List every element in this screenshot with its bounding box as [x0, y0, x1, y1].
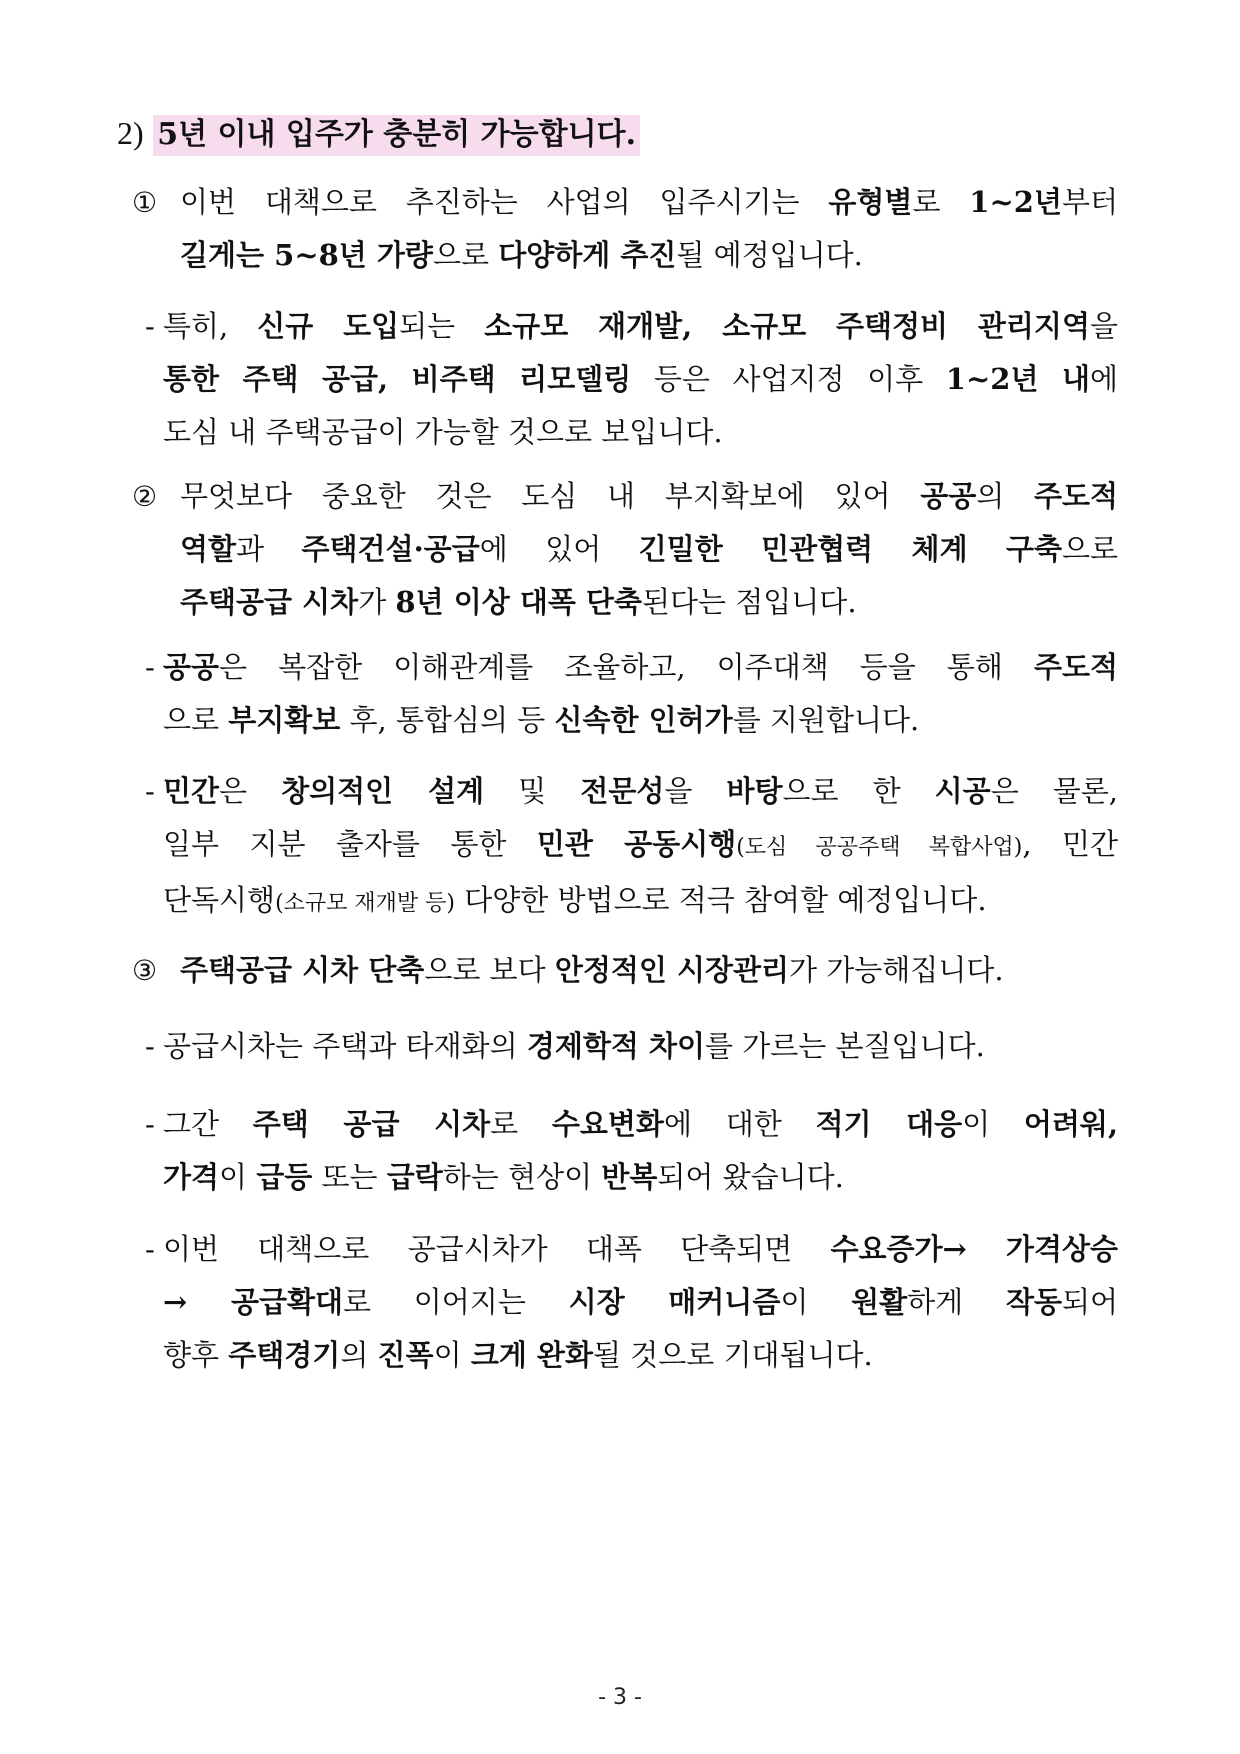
- section-2-line-3: 주택공급 시차가 8년 이상 대폭 단축된다는 점입니다.: [180, 585, 857, 619]
- bullet-5-line-1: 그간 주택 공급 시차로 수요변화에 대한 적기 대응이 어려워,: [163, 1107, 1119, 1141]
- bullet-3-line-2: 일부 지분 출자를 통한 민관 공동시행(도심 공공주택 복합사업), 민간: [163, 827, 1118, 861]
- section-2: [132, 470, 1118, 629]
- bullet-5-line-2: 가격이 급등 또는 급락하는 현상이 반복되어 왔습니다.: [163, 1160, 844, 1194]
- section-1: [132, 176, 1118, 282]
- bullet-3-dash: -: [145, 774, 155, 808]
- section-2-line-2: 역할과 주택건설·공급에 있어 긴밀한 민관협력 체계 구축으로: [180, 532, 1118, 566]
- section-2-marker: ②: [132, 480, 158, 513]
- bullet-4-dash: -: [145, 1029, 155, 1063]
- bullet-6-line-1: 이번 대책으로 공급시차가 대폭 단축되면 수요증가→ 가격상승: [163, 1232, 1118, 1266]
- section-1-line-1: 이번 대책으로 추진하는 사업의 입주시기는 유형별로 1~2년부터: [180, 185, 1118, 219]
- section-1-line-2: 길게는 5~8년 가량으로 다양하게 추진될 예정입니다.: [180, 238, 863, 272]
- bullet-1-line-2: 통한 주택 공급, 비주택 리모델링 등은 사업지정 이후 1~2년 내에: [163, 362, 1118, 396]
- heading-number: 2): [117, 115, 144, 151]
- section-3: [132, 944, 1118, 997]
- bullet-3-line-3: 단독시행(소규모 재개발 등) 다양한 방법으로 적극 참여할 예정입니다.: [163, 883, 987, 917]
- section-1-marker: ①: [132, 186, 158, 219]
- bullet-4: [145, 1020, 1118, 1073]
- bullet-4-line-1: 공급시차는 주택과 타재화의 경제학적 차이를 가르는 본질입니다.: [163, 1029, 985, 1063]
- bullet-5-dash: -: [145, 1107, 155, 1141]
- bullet-6-line-2: → 공급확대로 이어지는 시장 매커니즘이 원활하게 작동되어: [163, 1285, 1119, 1319]
- bullet-2-line-1: 공공은 복잡한 이해관계를 조율하고, 이주대책 등을 통해 주도적: [163, 650, 1118, 684]
- section-3-line-1: 주택공급 시차 단축으로 보다 안정적인 시장관리가 가능해집니다.: [180, 953, 1004, 987]
- bullet-6-line-3: 향후 주택경기의 진폭이 크게 완화될 것으로 기대됩니다.: [163, 1338, 873, 1372]
- bullet-2: [145, 641, 1118, 747]
- bullet-6: [145, 1223, 1118, 1382]
- bullet-6-dash: -: [145, 1232, 155, 1266]
- bullet-2-dash: -: [145, 650, 155, 684]
- bullet-1-line-1: 특히, 신규 도입되는 소규모 재개발, 소규모 주택정비 관리지역을: [163, 309, 1118, 343]
- bullet-1: [145, 300, 1118, 459]
- bullet-3-line-1: 민간은 창의적인 설계 및 전문성을 바탕으로 한 시공은 물론,: [163, 774, 1119, 808]
- bullet-1-line-3: 도심 내 주택공급이 가능할 것으로 보입니다.: [163, 415, 723, 449]
- bullet-5: [145, 1098, 1118, 1204]
- section-heading: [117, 113, 640, 155]
- section-3-marker: ③: [132, 954, 158, 987]
- heading-title: 5년 이내 입주가 충분히 가능합니다.: [153, 115, 640, 156]
- bullet-1-dash: -: [145, 309, 155, 343]
- bullet-2-line-2: 으로 부지확보 후, 통합심의 등 신속한 인허가를 지원합니다.: [163, 703, 920, 737]
- bullet-3: [145, 765, 1118, 930]
- section-2-line-1: 무엇보다 중요한 것은 도심 내 부지확보에 있어 공공의 주도적: [180, 479, 1118, 513]
- page-number: - 3 -: [598, 1685, 642, 1710]
